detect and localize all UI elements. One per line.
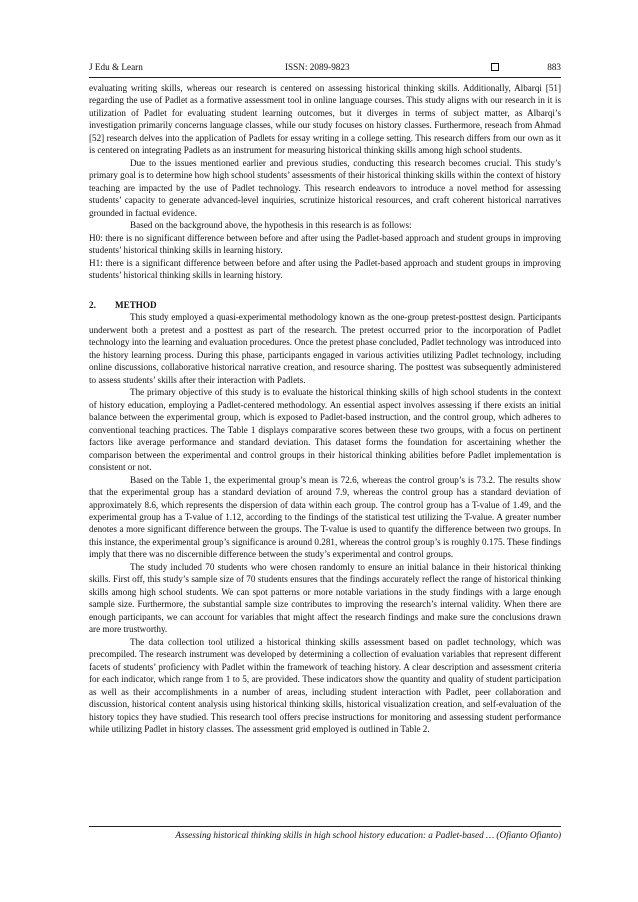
checkbox-square-icon [491,63,499,71]
section-title: METHOD [115,299,157,310]
intro-paragraph: Due to the issues mentioned earlier and previous studies, conducting this research becomes crucial. This study’s primary goal is to determine how high school students’ assessments of their historical thinking skills within the context of history teaching are impacted by the use of Padlet technology. This research endeavors to introduce a novel method for assessing students’ capacity to generate advanced-level inquiries, scrutinize historical resources, and craft coherent historical narratives grounded in factual evidence. [89,157,561,218]
hypothesis-h0: H0: there is no significant difference between before and after using the Padlet-based approach and student groups in improving students’ historical thinking skills in learning history. [89,232,561,256]
page-header [89,60,561,74]
method-paragraph: Based on the Table 1, the experimental group’s mean is 72.6, whereas the control group’s is 73.2. The results show that the experimental group has a standard deviation of around 7.9, whereas the control group has a standard deviation of approximately 8.6, which represents the dispersion of data within each group. The control group has a T-value of 1.49, and the experimental group has a T-value of 1.12, according to the findings of the statistical test utilizing the T-value. A greater number denotes a more significant difference between the groups. The T-value is used to quantify the difference between two groups. In this instance, the experimental group’s significance is around 0.281, whereas the control group’s is roughly 0.175. These findings imply that there was no discernible difference between the study’s experimental and control groups. [89,474,561,560]
page-number: 883 [547,62,561,72]
method-paragraph: The data collection tool utilized a historical thinking skills assessment based on padlet technology, which was precompiled. The research instrument was developed by determining a collection of evaluation variables that represent different facets of students’ proficiency with Padlet within the framework of teaching history. A clear description and assessment criteria for each indicator, which range from 1 to 5, are provided. These indicators show the quantity and quality of student participation as well as their accomplishments in a number of areas, including student interaction with Padlet, peer collaboration and discussion, historical content analysis using historical thinking skills, historical visualization creation, and self-evaluation of the history topics they have studied. This research tool offers precise instructions for monitoring and assessing student performance while utilizing Padlet in history classes. The assessment grid employed is outlined in Table 2. [89,636,561,735]
method-paragraph: This study employed a quasi-experimental methodology known as the one-group pretest-posttest design. Participants underwent both a pretest and a posttest as part of the research. The pretest occurred prior to the incorporation of Padlet technology into the learning and evaluation procedures. Once the pretest phase concluded, Padlet technology was introduced into the history learning process. During this phase, participants engaged in various activities utilizing Padlet technology, including online discussions, collaborative historical narrative creation, and resource sharing. The posttest was subsequently administered to assess students’ skills after their interaction with Padlets. [89,312,561,385]
section-spacer [89,282,561,299]
section-heading [89,299,561,311]
header-divider [89,77,561,78]
method-paragraph: The primary objective of this study is to evaluate the historical thinking skills of high school students in the context of history education, employing a Padlet-centered methodology. An essential aspect involves assessing if there exists an initial balance between the experimental group, which is exposed to Padlet-based instruction, and the control group, which adheres to conventional teaching practices. The Table 1 displays comparative scores between these two groups, with a focus on pertinent factors like average performance and standard deviation. This dataset forms the foundation for ascertaining whether the comparison between the experimental and control groups in their historical thinking abilities before Padlet implementation is consistent or not. [89,387,561,473]
page-body [89,82,561,736]
section-number: 2. [89,299,96,310]
hypothesis-lead: Based on the background above, the hypothesis in this research is as follows: [130,220,412,231]
running-footer: Assessing historical thinking skills in high school history education: a Padlet-based … (Ofianto Ofianto) [175,830,561,840]
method-paragraph: The study included 70 students who were chosen randomly to ensure an initial balance in their historical thinking skills. First off, this study’s sample size of 70 students ensures that the findings accurately reflect the range of historical thinking skills among high school students. We can spot patterns or more notable variations in the study findings with a large enough sample size. Furthermore, the substantial sample size contributes to improving the research’s internal validity. When there are enough participants, we can account for variables that might affect the research findings and make sure the conclusions drawn are more trustworthy. [89,561,561,635]
issn-label: ISSN: 2089-9823 [285,62,350,72]
footer-divider [89,826,561,827]
hypothesis-h1: H1: there is a significant difference between before and after using the Padlet-based approach and student groups in improving students’ historical thinking skills in learning history. [89,257,561,281]
intro-paragraph: evaluating writing skills, whereas our research is centered on assessing historical thinking skills. Additionally, Albarqi [51] regarding the use of Padlet as a formative assessment tool in online language courses. This study aligns with our research in it is utilization of Padlet for evaluating student learning outcomes, but it diverges in terms of subject matter, as Albarqi’s investigation primarily concerns language classes, while our study focuses on history classes. Furthermore, reseach from Ahmad [52] research delves into the application of Padlets for essay writing in a college setting. This research differs from our own as it is centered on integrating Padlets as an instrument for measuring historical thinking skills among high school students. [89,83,561,156]
journal-name: J Edu & Learn [89,62,143,72]
